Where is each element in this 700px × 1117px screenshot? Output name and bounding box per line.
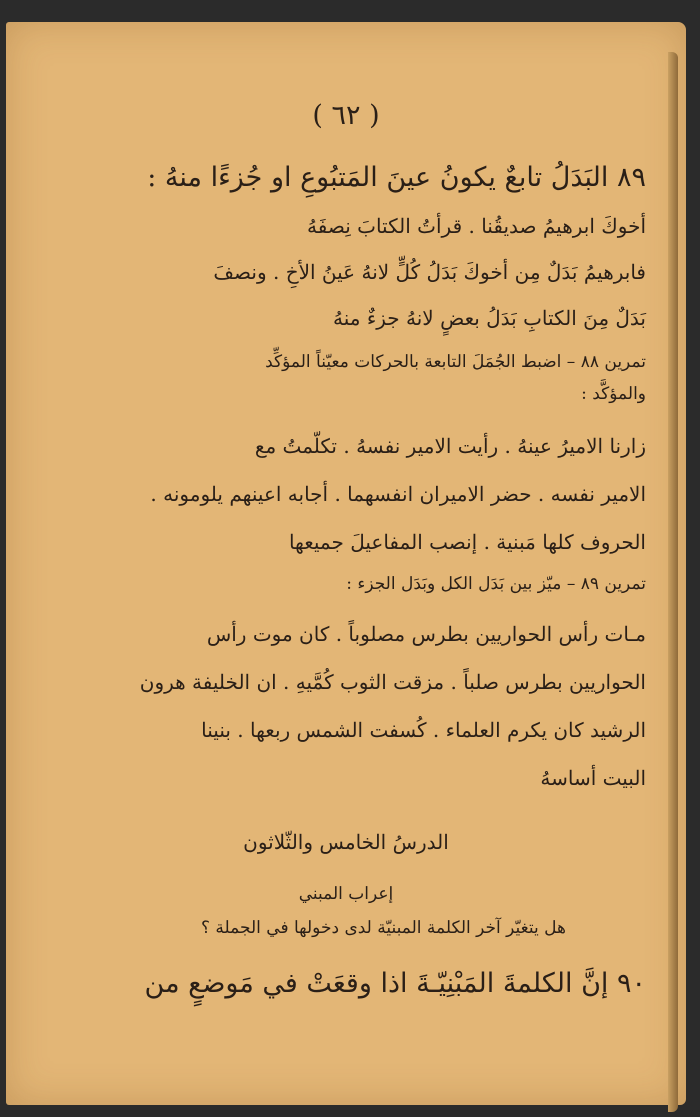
example-line-1: أخوكَ ابرهيمُ صديقُنا . قرأتُ الكتابَ نِصفَهُ <box>307 214 646 238</box>
exercise-89-line-2: الحواريين بطرس صلباً . مزقت الثوب كُمَّيهِ . ان الخليفة هرون <box>139 670 646 694</box>
exercise-89-line-3: الرشيد كان يكرم العلماء . كُسفت الشمس ربعها . بنينا <box>201 718 646 742</box>
exercise-89-line-4: البيت أساسهُ <box>540 766 646 790</box>
explanation-line-2: بَدَلٌ مِنَ الكتابِ بَدَلُ بعضٍ لانهُ جزءٌ منهُ <box>333 306 646 330</box>
rule-90-line: ٩٠ إنَّ الكلمةَ المَبْنِيّـةَ اذا وقعَتْ في مَوضعٍ من <box>144 968 646 999</box>
exercise-88-line-3: الحروف كلها مَبنية . إنصب المفاعيلَ جميعها <box>288 530 646 554</box>
rule-89-heading: ٨٩ البَدَلُ تابعٌ يكونُ عينَ المَتبُوعِ او جُزءًا منهُ : <box>147 162 646 193</box>
book-page <box>6 22 686 1105</box>
lesson-subtitle: إعراب المبني <box>298 884 394 904</box>
page-number-text: ( ٦٢ ) <box>312 100 380 131</box>
lesson-question: هل يتغيّر آخر الكلمة المبنيّة لدى دخولها في الجملة ؟ <box>201 918 566 938</box>
exercise-88-title-cont: والمؤكَّد : <box>581 384 646 404</box>
explanation-line-1: فابرهيمُ بَدَلٌ مِن أخوكَ بَدَلُ كُلٍّ لانهُ عَينُ الأخِ . ونصفَ <box>213 260 646 284</box>
lesson-title: الدرسُ الخامس والثّلاثون <box>243 830 449 854</box>
exercise-88-line-1: زارنا الاميرُ عينهُ . رأيت الامير نفسهُ . تكلّمتُ مع <box>254 434 646 458</box>
page-edge <box>668 52 678 1112</box>
exercise-88-title: تمرين ٨٨ – اضبط الجُمَلَ التابعة بالحركات معيّناً المؤكِّد <box>265 352 646 372</box>
exercise-89-title: تمرين ٨٩ – ميّز بين بَدَل الكل وبَدَل الجزء : <box>346 574 646 594</box>
exercise-89-line-1: مـات رأس الحواريين بطرس مصلوباً . كان موت رأس <box>206 622 646 646</box>
exercise-88-line-2: الامير نفسه . حضر الاميران انفسهما . أجابه اعينهم يلومونه . <box>150 482 646 506</box>
